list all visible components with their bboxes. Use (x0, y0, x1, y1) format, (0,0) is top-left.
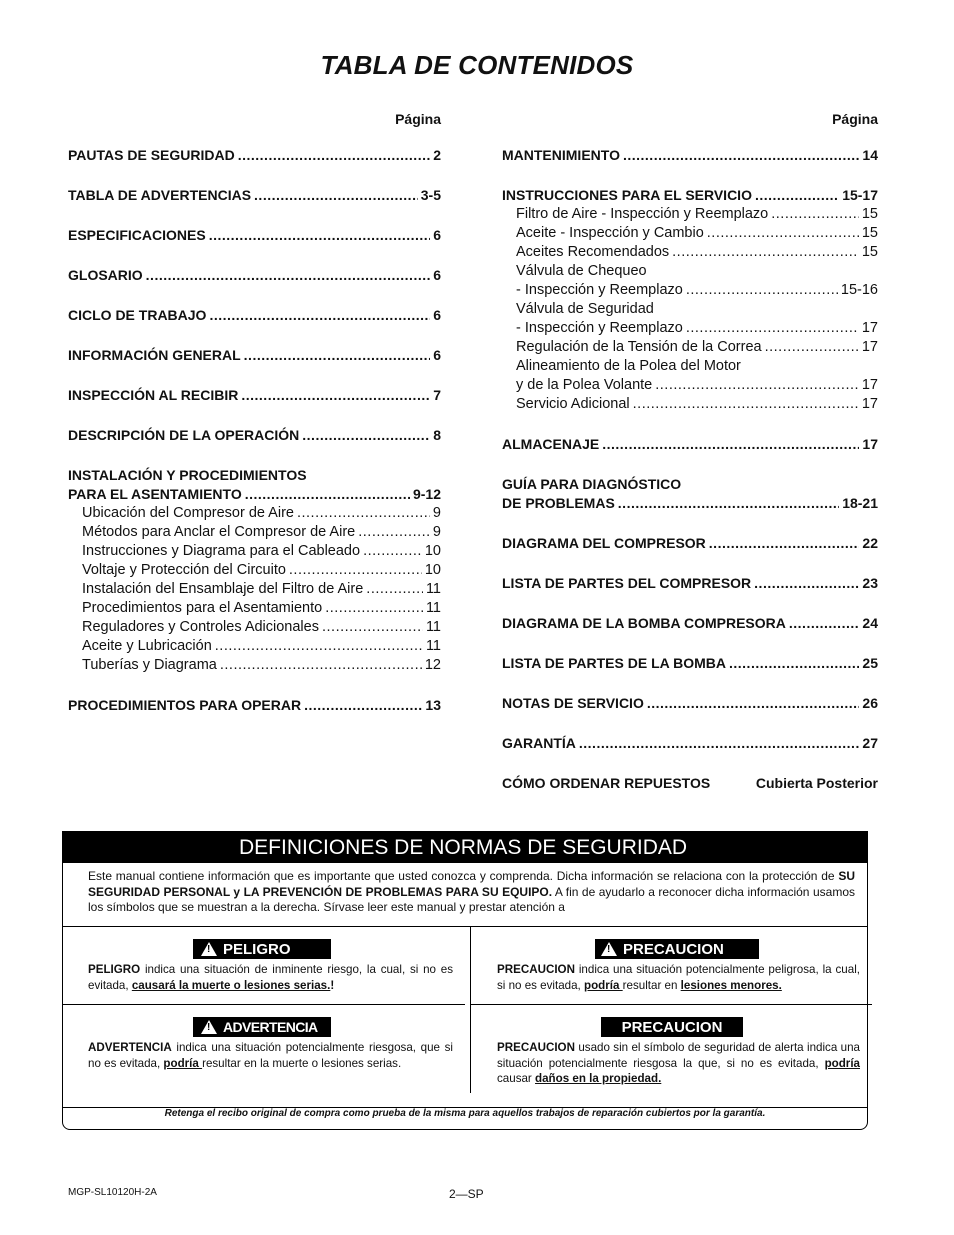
toc-entry[interactable]: DIAGRAMA DE LA BOMBA COMPRESORA ..... 24 (502, 614, 878, 633)
toc-entry[interactable]: GLOSARIO ..... 6 (68, 266, 441, 285)
toc-subentry[interactable]: Reguladores y Controles Adicionales ..... 11 (68, 618, 441, 637)
precaucion-badge: PRECAUCION (601, 1017, 743, 1037)
warning-triangle-icon: ! (201, 942, 217, 956)
precaucion-alert-badge: ! PRECAUCION (595, 939, 759, 959)
toc-subentry[interactable]: Aceite - Inspección y Cambio ..... 15 (502, 224, 878, 243)
toc-right-column (502, 108, 878, 793)
toc-subentry[interactable]: Métodos para Anclar el Compresor de Aire ..... 9 (68, 523, 441, 542)
toc-entry[interactable]: TABLA DE ADVERTENCIAS ..... 3-5 (68, 186, 441, 205)
toc-entry[interactable]: ESPECIFICACIONES ..... 6 (68, 226, 441, 245)
toc-subentry[interactable]: Procedimientos para el Asentamiento ..... 11 (68, 599, 441, 618)
safety-box-header: DEFINICIONES DE NORMAS DE SEGURIDAD (63, 832, 867, 863)
toc-entry[interactable]: DESCRIPCIÓN DE LA OPERACIÓN ..... 8 (68, 426, 441, 445)
warranty-footnote: Retenga el recibo original de compra como prueba de la misma para aquellos trabajos de reparación cubiertos por la garantía. (164, 1108, 766, 1119)
toc-entry[interactable]: NOTAS DE SERVICIO ..... 26 (502, 694, 878, 713)
toc-entry[interactable]: PAUTAS DE SEGURIDAD ..... 2 (68, 146, 441, 165)
warning-triangle-icon: ! (201, 1020, 217, 1034)
toc-entry[interactable]: INFORMACIÓN GENERAL ..... 6 (68, 346, 441, 365)
document-id: MGP-SL10120H-2A (68, 1187, 157, 1198)
toc-subentry[interactable]: Ubicación del Compresor de Aire ..... 9 (68, 504, 441, 523)
advertencia-cell: ! ADVERTENCIA ADVERTENCIA indica una situación potencialmente riesgosa, que si no es evitada, podría resultar en la muerte o lesiones serias. (63, 1004, 465, 1093)
page-column-header: Página (395, 111, 441, 127)
page-column-header: Página (832, 111, 878, 127)
safety-intro: Este manual contiene información que es importante que usted conozca y comprenda. Dicha información se relaciona con la protección de SU SEGURIDAD PERSONAL y LA PREVENCIÓN DE PROBLEMAS PARA SU EQUIPO. A fin de ayudarlo a reconocer dicha información usamos los símbolos que se muestran a la derecha. Sírvase leer este manual y prestar atención a (88, 869, 855, 914)
toc-subentry[interactable]: Voltaje y Protección del Circuito ..... 10 (68, 561, 441, 580)
toc-entry[interactable]: GARANTÍA ..... 27 (502, 734, 878, 753)
toc-entry[interactable]: MANTENIMIENTO ..... 14 (502, 146, 878, 165)
toc-subentry[interactable]: Aceites Recomendados ..... 15 (502, 243, 878, 262)
precaucion-alert-cell: ! PRECAUCION PRECAUCION indica una situación potencialmente peligrosa, la cual, si no es evitada, podría resultar en lesiones menores. (470, 927, 872, 1016)
page-number: 2—SP (449, 1187, 484, 1201)
warning-triangle-icon: ! (601, 942, 617, 956)
toc-entry-line: INSTALACIÓN Y PROCEDIMIENTOS (68, 467, 307, 483)
toc-entry[interactable]: CÓMO ORDENAR REPUESTOS Cubierta Posterior (502, 775, 878, 791)
precaucion-cell: PRECAUCION PRECAUCION usado sin el símbolo de seguridad de alerta indica una situación potencialmente riesgosa la que, si no es evitada, podría causar daños en la propiedad. (470, 1004, 872, 1093)
toc-entry[interactable]: PROCEDIMIENTOS PARA OPERAR ..... 13 (68, 696, 441, 715)
safety-definitions-box (62, 831, 868, 1130)
toc-subentry[interactable]: - Inspección y Reemplazo ..... 15-16 (502, 281, 878, 300)
page-title: TABLA DE CONTENIDOS (320, 50, 634, 80)
safety-symbol-grid (63, 926, 867, 1108)
toc-entry[interactable]: DE PROBLEMAS ..... 18-21 (502, 494, 878, 513)
toc-subentry-line: Válvula de Seguridad (516, 301, 654, 317)
toc-entry[interactable]: PARA EL ASENTAMIENTO ..... 9-12 (68, 485, 441, 504)
advertencia-badge: ! ADVERTENCIA (193, 1017, 331, 1037)
toc-entry[interactable]: CICLO DE TRABAJO ..... 6 (68, 306, 441, 325)
toc-entry-line: GUÍA PARA DIAGNÓSTICO (502, 476, 682, 492)
toc-subentry[interactable]: Aceite y Lubricación ..... 11 (68, 637, 441, 656)
toc-entry[interactable]: LISTA DE PARTES DEL COMPRESOR ..... 23 (502, 574, 878, 593)
toc-subentry[interactable]: Regulación de la Tensión de la Correa ..... 17 (502, 338, 878, 357)
toc-subentry-line: Alineamiento de la Polea del Motor (516, 358, 741, 374)
toc-entry[interactable]: INSPECCIÓN AL RECIBIR ..... 7 (68, 386, 441, 405)
toc-subentry[interactable]: Instalación del Ensamblaje del Filtro de Aire ..... 11 (68, 580, 441, 599)
toc-subentry[interactable]: Tuberías y Diagrama ..... 12 (68, 656, 441, 675)
toc-entry[interactable]: INSTRUCCIONES PARA EL SERVICIO ..... 15-17 (502, 186, 878, 205)
toc-subentry[interactable]: - Inspección y Reemplazo ..... 17 (502, 319, 878, 338)
toc-left-column (68, 108, 441, 715)
peligro-badge: ! PELIGRO (193, 939, 331, 959)
peligro-cell: ! PELIGRO PELIGRO indica una situación de inminente riesgo, la cual, si no es evitada, causará la muerte o lesiones serias.! (88, 941, 453, 992)
toc-subentry[interactable]: Instrucciones y Diagrama para el Cableado ..... 10 (68, 542, 441, 561)
toc-subentry[interactable]: y de la Polea Volante ..... 17 (502, 376, 878, 395)
toc-entry[interactable]: ALMACENAJE ..... 17 (502, 435, 878, 454)
toc-entry[interactable]: LISTA DE PARTES DE LA BOMBA ..... 25 (502, 654, 878, 673)
toc-subentry[interactable]: Filtro de Aire - Inspección y Reemplazo ..... 15 (502, 205, 878, 224)
toc-entry[interactable]: DIAGRAMA DEL COMPRESOR ..... 22 (502, 534, 878, 553)
toc-subentry-line: Válvula de Chequeo (516, 263, 647, 279)
toc-subentry[interactable]: Servicio Adicional ..... 17 (502, 395, 878, 414)
